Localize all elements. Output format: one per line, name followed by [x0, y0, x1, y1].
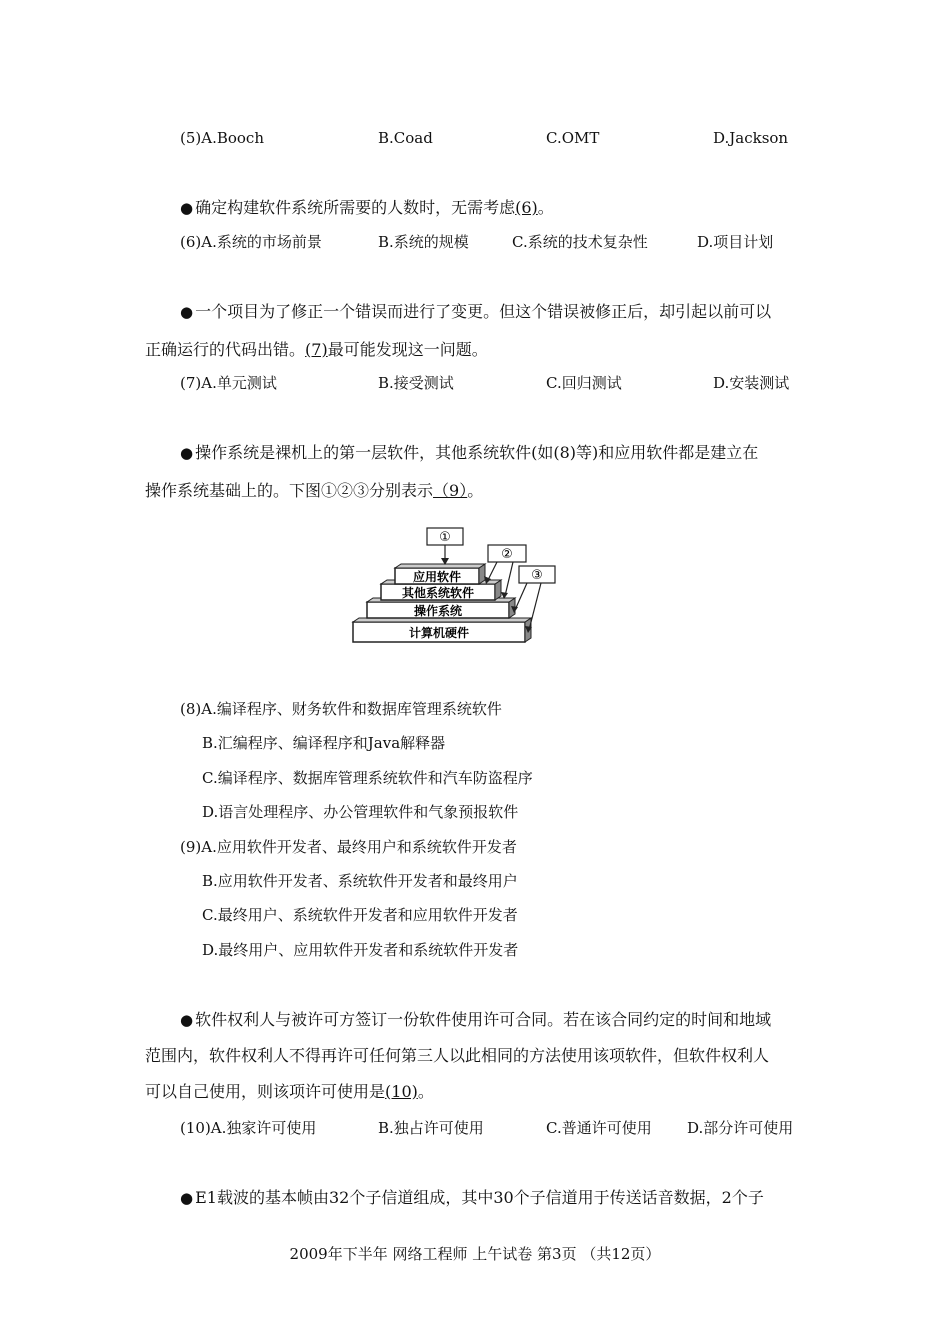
answer-blank: (6) — [515, 198, 538, 217]
layer-hardware — [353, 618, 531, 642]
svg-text:②: ② — [501, 547, 513, 562]
layer-label-os: 操作系统 — [413, 604, 463, 618]
q5-option-d: D.Jackson — [713, 129, 789, 147]
answer-blank: (10) — [385, 1082, 418, 1101]
q8-stem-line2: 操作系统基础上的。下图①②③分别表示（9）。 — [145, 481, 484, 500]
answer-blank: （9） — [433, 481, 468, 500]
q5-option-a: (5)A.Booch — [180, 129, 264, 147]
q6-stem: ● 确定构建软件系统所需要的人数时，无需考虑(6)。 — [180, 198, 554, 217]
q9-option-b: B.应用软件开发者、系统软件开发者和最终用户 — [202, 872, 518, 890]
q9-option-c: C.最终用户、系统软件开发者和应用软件开发者 — [202, 906, 518, 924]
q8-stem-line1: ● 操作系统是裸机上的第一层软件，其他系统软件(如(8)等)和应用软件都是建立在 — [180, 443, 759, 462]
q6-option-d: D.项目计划 — [697, 233, 774, 251]
q7-option-d: D.安装测试 — [713, 374, 790, 392]
q10-option-d: D.部分许可使用 — [687, 1119, 794, 1137]
q9-option-a: (9)A.应用软件开发者、最终用户和系统软件开发者 — [180, 838, 517, 856]
svg-text:③: ③ — [531, 568, 543, 583]
q11-stem-line1: ● E1载波的基本帧由32个子信道组成，其中30个子信道用于传送话音数据，2个子 — [180, 1188, 764, 1207]
layer-application — [395, 564, 485, 584]
layer-label-hardware: 计算机硬件 — [408, 626, 470, 640]
q8-option-b: B.汇编程序、编译程序和Java解释器 — [202, 734, 446, 752]
q10-option-c: C.普通许可使用 — [546, 1119, 652, 1137]
bullet-icon: ● — [180, 199, 194, 217]
q6-option-c: C.系统的技术复杂性 — [512, 233, 648, 251]
callout-1 — [427, 528, 463, 565]
page-footer: 2009年下半年 网络工程师 上午试卷 第3页 （共12页） — [289, 1245, 661, 1263]
bullet-icon: ● — [180, 444, 194, 462]
answer-blank: (7) — [305, 340, 328, 359]
bullet-icon: ● — [180, 1189, 194, 1207]
bullet-icon: ● — [180, 303, 194, 321]
q10-option-a: (10)A.独家许可使用 — [180, 1119, 317, 1137]
q6-option-b: B.系统的规模 — [378, 233, 469, 251]
layer-os — [367, 598, 515, 618]
q5-option-b: B.Coad — [378, 129, 433, 147]
q9-option-d: D.最终用户、应用软件开发者和系统软件开发者 — [202, 941, 519, 959]
q6-option-a: (6)A.系统的市场前景 — [180, 233, 322, 251]
q8-option-c: C.编译程序、数据库管理系统软件和汽车防盗程序 — [202, 769, 533, 787]
q5-option-c: C.OMT — [546, 129, 600, 147]
q8-option-d: D.语言处理程序、办公管理软件和气象预报软件 — [202, 803, 519, 821]
q7-stem-line2: 正确运行的代码出错。(7)最可能发现这一问题。 — [145, 340, 488, 359]
q10-stem-line3: 可以自己使用，则该项许可使用是(10)。 — [145, 1082, 434, 1101]
q10-stem-line2: 范围内，软件权利人不得再许可任何第三人以此相同的方法使用该项软件，但软件权利人 — [145, 1046, 770, 1065]
layer-label-application: 应用软件 — [412, 570, 462, 584]
q10-stem-line1: ● 软件权利人与被许可方签订一份软件使用许可合同。若在该合同约定的时间和地域 — [180, 1010, 772, 1029]
svg-text:①: ① — [439, 530, 451, 545]
bullet-icon: ● — [180, 1011, 194, 1029]
software-layer-diagram — [345, 520, 565, 655]
q7-stem-line1: ● 一个项目为了修正一个错误而进行了变更。但这个错误被修正后，却引起以前可以 — [180, 302, 772, 321]
layer-label-system-software: 其他系统软件 — [401, 586, 475, 600]
q10-option-b: B.独占许可使用 — [378, 1119, 484, 1137]
q7-option-a: (7)A.单元测试 — [180, 374, 277, 392]
q8-option-a: (8)A.编译程序、财务软件和数据库管理系统软件 — [180, 700, 502, 718]
q7-option-b: B.接受测试 — [378, 374, 454, 392]
q7-option-c: C.回归测试 — [546, 374, 622, 392]
